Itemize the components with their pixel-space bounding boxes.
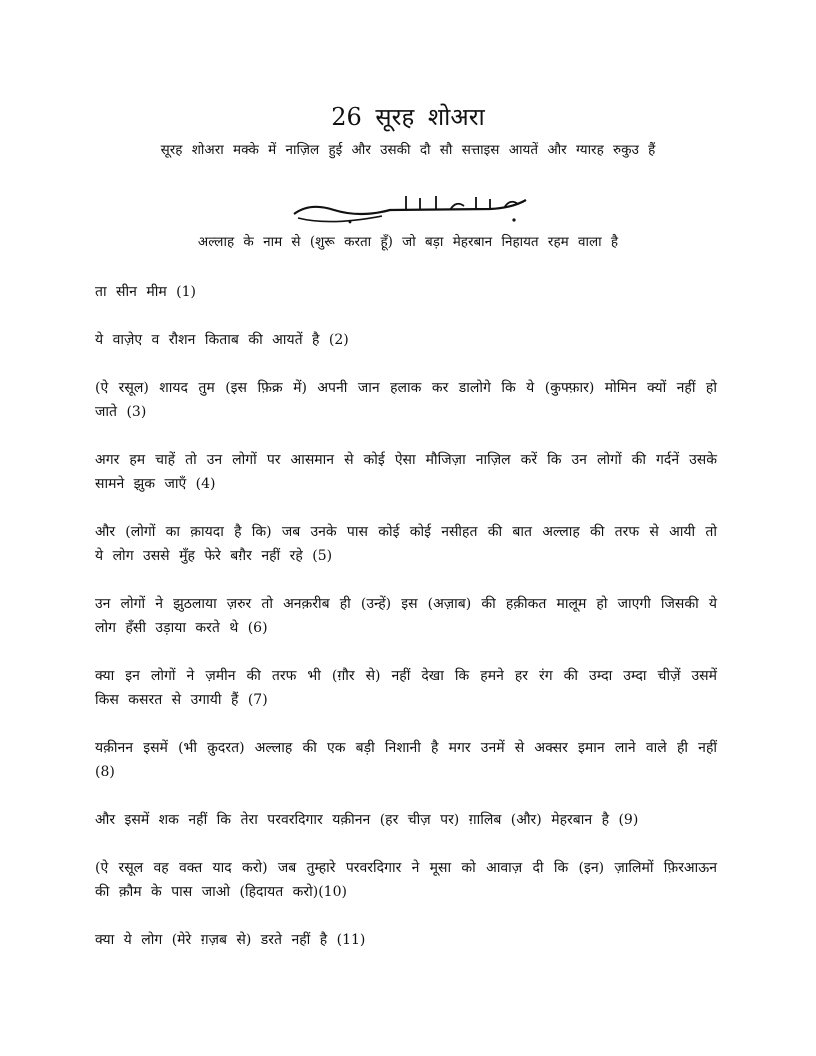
verse: और (लोगों का क़ायदा है कि) जब उनके पास कोई कोई नसीहत की बात अल्लाह की तरफ से आयी तो ये लोग उससे मुँह फेरे बग़ैर नहीं रहे (5) — [95, 524, 717, 564]
verse: ये वाज़ेए व रौशन किताब की आयतें है (2) — [95, 332, 349, 348]
verse: क्या ये लोग (मेरे ग़ज़ब से) डरते नहीं है (11) — [95, 932, 366, 948]
verse: ता सीन मीम (1) — [95, 284, 197, 300]
surah-subtitle: सूरह शोअरा मक्के में नाज़िल हुई और उसकी दौ सौ सत्ताइस आयतें और ग्यारह रुकुउ हैं — [160, 142, 656, 158]
bismillah-calligraphy — [290, 192, 530, 226]
verse: उन लोगों ने झुठलाया ज़रुर तो अनक़रीब ही (उन्हें) इस (अज़ाब) की हक़ीकत मालूम हो जाएगी जिसकी ये लोग हँसी उड़ाया करते थे (6) — [95, 596, 717, 636]
verse-list — [95, 280, 717, 976]
verse: अगर हम चाहें तो उन लोगों पर आसमान से कोई ऐसा मौजिज़ा नाज़िल करें कि उन लोगों की गर्दनें उसके सामने झुक जाएँ (4) — [95, 452, 717, 492]
verse: (ऐ रसूल) शायद तुम (इस फ़िक्र में) अपनी जान हलाक कर डालोगे कि ये (कुफ्फ़ार) मोमिन क्यों नहीं हो जाते (3) — [95, 380, 717, 420]
verse: यक़ीनन इसमें (भी क़ुदरत) अल्लाह की एक बड़ी निशानी है मगर उनमें से अक्सर इमान लाने वाले ही नहीं (8) — [95, 740, 717, 780]
invocation-line: अल्लाह के नाम से (शुरू करता हूँ) जो बड़ा मेहरबान निहायत रहम वाला है — [197, 234, 619, 250]
verse: (ऐ रसूल वह वक्त याद करो) जब तुम्हारे परवरदिगार ने मूसा को आवाज़ दी कि (इन) ज़ालिमों फ़िरआऊन की क़ौम के पास जाओ (हिदायत करो)(10) — [95, 860, 717, 900]
verse: और इसमें शक नहीं कि तेरा परवरदिगार यक़ीनन (हर चीज़ पर) ग़ालिब (और) मेहरबान है (9) — [95, 812, 639, 828]
surah-title: 26 सूरह शोअरा — [331, 103, 485, 131]
verse: क्या इन लोगों ने ज़मीन की तरफ भी (ग़ौर से) नहीं देखा कि हमने हर रंग की उम्दा उम्दा चीज़ें उसमें किस कसरत से उगायी हैं (7) — [95, 668, 717, 708]
